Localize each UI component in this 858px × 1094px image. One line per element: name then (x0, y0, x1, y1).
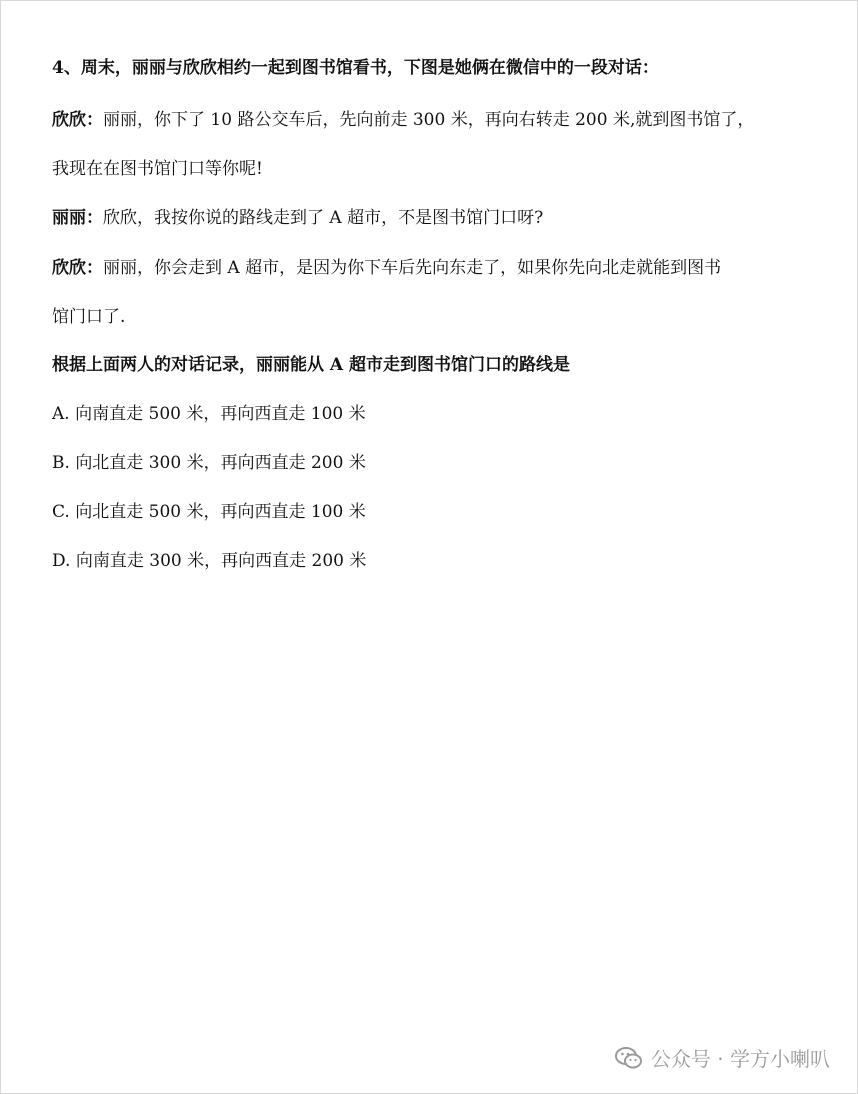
watermark-text: 公众号 · 学方小喇叭 (650, 1047, 830, 1071)
option-text: 向南直走 300 米，再向西直走 200 米 (75, 551, 367, 571)
dialogue-text: 丽丽，你会走到 A 超市，是因为你下车后先向东走了，如果你先向北走就能到图书 (103, 258, 722, 278)
option-a (52, 402, 366, 426)
dialogue-line-2 (52, 206, 543, 230)
watermark (615, 1043, 830, 1072)
option-label: C. (52, 502, 70, 522)
option-text: 向北直走 300 米，再向西直走 200 米 (75, 453, 366, 473)
option-d (52, 549, 366, 573)
option-c (52, 500, 366, 524)
dialogue-text: 欣欣，我按你说的路线走到了 A 超市，不是图书馆门口呀? (103, 208, 544, 228)
dialogue-line-1-cont: 我现在在图书馆门口等你呢! (52, 159, 263, 179)
question-stem: 4、周末，丽丽与欣欣相约一起到图书馆看书，下图是她俩在微信中的一段对话： (52, 58, 659, 78)
option-text: 向南直走 500 米，再向西直走 100 米 (75, 404, 366, 424)
speaker-label: 欣欣： (52, 258, 103, 278)
wechat-icon (615, 1046, 643, 1070)
option-b (52, 451, 366, 475)
option-text: 向北直走 500 米，再向西直走 100 米 (75, 502, 366, 522)
dialogue-line-3 (52, 256, 721, 280)
dialogue-text: 丽丽，你下了 10 路公交车后，先向前走 300 米，再向右转走 200 米,就到图书馆了， (103, 110, 755, 130)
option-label: A. (52, 404, 70, 424)
dialogue-line-3-cont: 馆门口了. (52, 307, 126, 327)
speaker-label: 欣欣： (52, 110, 103, 130)
option-label: B. (52, 453, 70, 473)
speaker-label: 丽丽： (52, 208, 103, 228)
option-label: D. (52, 551, 71, 571)
dialogue-line-1 (52, 108, 754, 132)
question-prompt: 根据上面两人的对话记录，丽丽能从 A 超市走到图书馆门口的路线是 (52, 355, 571, 375)
